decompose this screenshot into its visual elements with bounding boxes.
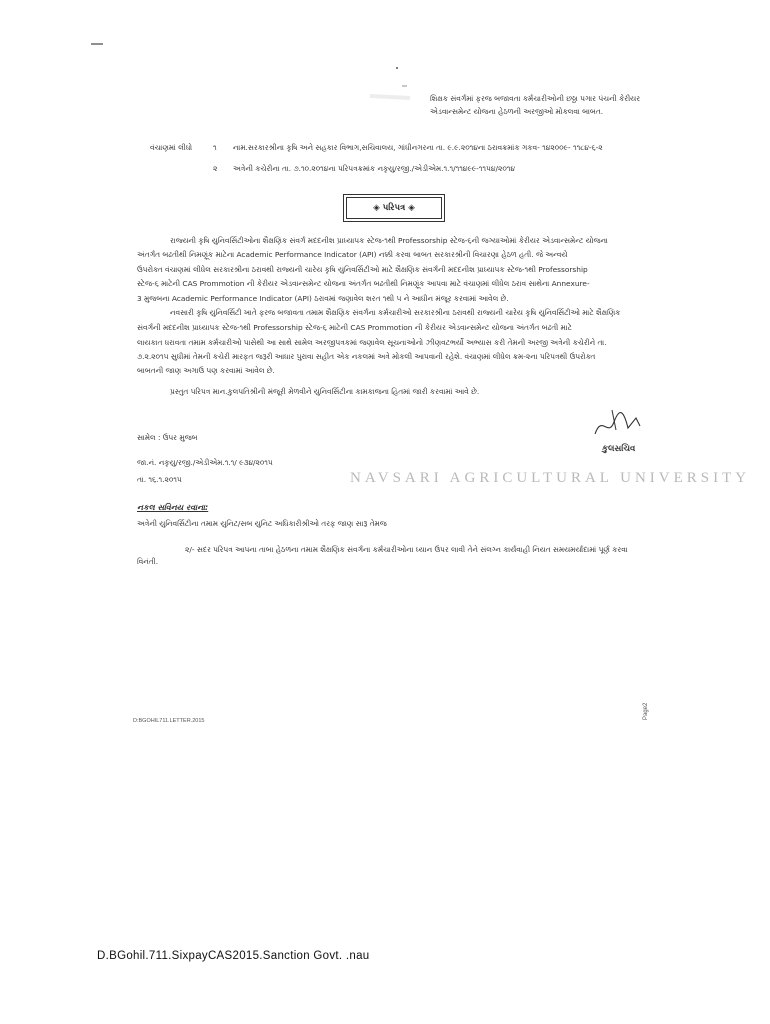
- body-line: અંતર્ગત બઢતીથી નિમણૂંક માટેના Academic Performance Indicator (API) નક્કી કરવા બાબત સરકારશ્રીની વિચારણા હેઠળ હતી. જે અન્વયે: [137, 250, 568, 259]
- subject-line-2: એડવાન્સમેન્ટ યોજના હેઠળની અરજીઓ મોકલવા બાબત.: [430, 107, 604, 116]
- subject-line-1: શિક્ષક સંવર્ગમાં ફરજ બજાવતા કર્મચારીઓની છઠ્ઠા પગાર પંચની કેરીયર: [430, 94, 641, 103]
- signatory-title: કુલસચિવ: [602, 444, 636, 454]
- body-line: પ્રસ્તુત પરિપત્ર માન.કુલપતિશ્રીની મંજૂરી મેળવીને યુનિવર્સિટીના કામકાજના હિતમાં જારી કરવામાં આવે છે.: [170, 387, 480, 396]
- body-line: બાબતની જાણ અગાઉ પણ કરવામાં આવેલ છે.: [137, 366, 275, 375]
- university-watermark: NAVSARI AGRICULTURAL UNIVERSITY: [350, 470, 751, 486]
- signature-mark: [590, 404, 650, 444]
- copy-line-3: વિનંતી.: [137, 557, 159, 566]
- copy-to-heading: નકલ સવિનય રવાના:: [137, 503, 209, 512]
- issue-date: તા. ૧૬.૧.૨૦૧૫: [137, 475, 182, 484]
- body-line: ઉપરોક્ત વંચાણમાં લીધેલ સરકારશ્રીના ઠરાવથી રાજ્યની ચારેય કૃષિ યુનિવર્સિટીઓ માટે શૈક્ષણિક સંવર્ગની મદદનીશ પ્રાધ્યાપક સ્ટેજ-૧થી Professorship: [137, 265, 588, 274]
- body-line: રાજ્યની કૃષિ યુનિવર્સિટીઓના શૈક્ષણિક સંવર્ગ મદદનીશ પ્રાધ્યાપક સ્ટેજ-૧થી Professorship સ્ટેજ-૬ની જગ્યાઓમાં કેરીયર એડવાન્સમેન્ટ યોજના: [170, 236, 608, 245]
- reference-2-text: અત્રેની કચેરીના તા. ૭.૧૦.૨૦૧૪ના પરિપત્રક્રમાંક નકૃયુ/રજી./એડીએમ.૧.૧/૧૧૪૯૯-૧૧૫૪/૨૦૧૪: [233, 164, 515, 173]
- circular-heading-box: [346, 197, 442, 219]
- body-line: સ્ટેજ-૬ માટેની CAS Prommotion ની કેરીયર એડવાન્સમેન્ટ યોજના અંતર્ગત બઢતીથી નિમણૂંક આપવા માટે વંચાણમાં લીધેલ ઠરાવ સાથેના Annexure-: [137, 279, 590, 288]
- enclosure-note: સામેલ : ઉપર મુજબ: [137, 433, 198, 442]
- body-line: લાયકાત ધરાવતા તમામ કર્મચારીઓ પાસેથી આ સાથે સામેલ અરજીપત્રકમાં જણાવેલ સૂચનાઓનો ઝીણવટભર્યો અભ્યાસ કરી તેમની અરજી અત્રેની કચેરીને તા.: [137, 338, 607, 347]
- reference-1-number: ૧: [213, 143, 217, 152]
- copy-line-1: અત્રેની યુનિવર્સિટીના તમામ યુનિટ/સબ યુનિટ અધિકારીશ્રીઓ તરફ જાણ સારૂ તેમજ: [137, 519, 387, 528]
- body-line: 3 મુજબના Academic Performance Indicator (API) ઠરાવમાં જણાવેલ શરત ૧થી ૫ ને આધીન મંજૂર કરવામાં આવેલ છે.: [137, 294, 509, 303]
- body-line: સંવર્ગની મદદનીશ પ્રાધ્યાપક સ્ટેજ-૧થી Professorship સ્ટેજ-૬ માટેની CAS Prommotion ની કેરીયર એડવાન્સમેન્ટ યોજના અંતર્ગત બઢતી માટે: [137, 323, 572, 332]
- circular-heading: ◈ પરિપત્ર ◈: [373, 203, 415, 213]
- outward-number: જા.નં. નકૃયુ/રજી./એડીએમ.૧.૧/ ૯૩૪/૨૦૧૫: [137, 458, 273, 467]
- reference-2-number: ૨: [213, 164, 218, 173]
- references-label: વંચાણમાં લીધો: [150, 143, 193, 152]
- body-line: નવસારી કૃષિ યુનિવર્સિટી ખાતે ફરજ બજાવતા તમામ શૈક્ષણિક સંવર્ગના કર્મચારીઓ સરકારશ્રીના ઠરાવથી રાજ્યની ચારેય કૃષિ યુનિવર્સિટીઓ માટે શૈક્ષણિક: [170, 308, 621, 317]
- footer-caption: D.BGohil.711.SixpayCAS2015.Sanction Govt. .nau: [97, 950, 370, 962]
- file-reference: D:BGOHIL711.LETTER.2015: [133, 718, 205, 724]
- page-label: Page2: [643, 702, 649, 720]
- copy-line-2: ૨/- સદર પરિપત્ર આપના તાબા હેઠળના તમામ શૈક્ષણિક સંવર્ગના કર્મચારીઓના ધ્યાન ઉપર લાવી તેને સંલગ્ન કાર્યવાહી નિયત સમયમર્યાદામાં પૂર્ણ કરવા: [185, 545, 628, 554]
- body-line: ૭.૨.૨૦૧૫ સુધીમાં તેમની કચેરી મારફત જરૂરી આધાર પુરાવા સહીત એક નકલમાં અત્રે મોકલી આપવાની રહેશે. વંચાણમાં લીધેલ ક્રમ-૨ના પરિપત્રથી ઉપરોક્ત: [137, 352, 596, 361]
- reference-1-text: નામ.સરકારશ્રીના કૃષિ અને સહકાર વિભાગ,સચિવાલય, ગાંધીનગરના તા. ૯.૯.૨૦૧૪ના ઠરાવક્રમાંક ગકવ- ૧૪૨૦૦૯- ૧૧૮૪-૬-૨: [233, 143, 603, 152]
